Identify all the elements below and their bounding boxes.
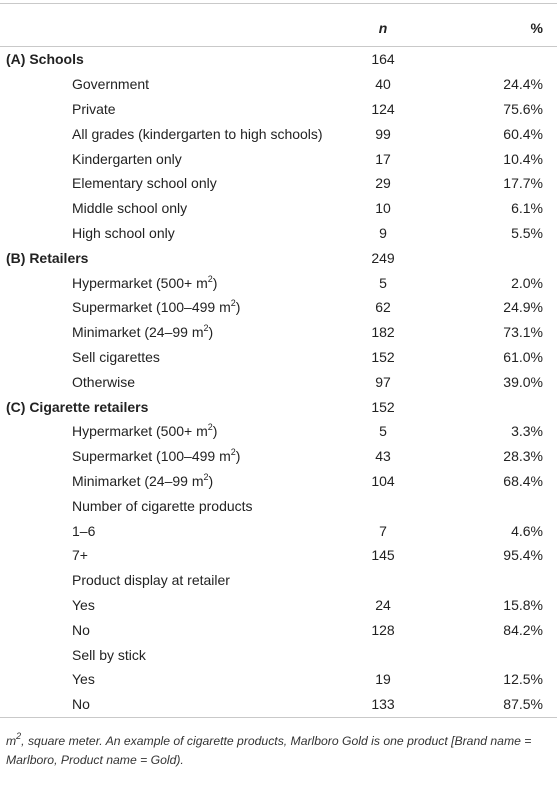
row-count: 133 — [333, 692, 433, 717]
row-count: 152 — [371, 348, 395, 365]
row-count: 62 — [375, 299, 391, 316]
row-label — [0, 543, 333, 568]
row-label — [0, 617, 333, 642]
row-label-superscript: 2 — [230, 298, 236, 309]
row-label-suffix: ) — [208, 324, 214, 341]
row-count: 9 — [379, 224, 387, 241]
row-percent: 3.3% — [511, 423, 543, 440]
row-label-superscript: 2 — [203, 323, 209, 334]
table-row — [0, 593, 557, 618]
row-label — [0, 270, 333, 295]
row-label-superscript: 2 — [207, 273, 213, 284]
row-count: 29 — [375, 175, 391, 192]
row-label-text: Supermarket (100–499 m — [72, 299, 231, 316]
row-label — [0, 121, 333, 146]
table-row — [0, 146, 557, 171]
row-label — [0, 642, 333, 667]
row-label-text: Sell cigarettes — [72, 348, 160, 365]
section-row — [0, 245, 557, 270]
row-count: 104 — [371, 472, 395, 489]
table-row — [0, 543, 557, 568]
row-count: 5 — [379, 423, 387, 440]
row-percent: 61.0% — [503, 348, 543, 365]
row-label — [0, 568, 333, 593]
footnote-prefix: m — [6, 734, 17, 748]
row-label-text: No — [72, 621, 90, 638]
row-percent: 24.4% — [503, 76, 543, 93]
row-label — [0, 518, 333, 543]
header-percent: % — [433, 10, 557, 47]
row-label — [0, 245, 333, 270]
row-label-text: Minimarket (24–99 m — [72, 472, 204, 489]
row-percent: 2.0% — [511, 274, 543, 291]
row-percent: 73.1% — [503, 324, 543, 341]
row-label-text: No — [72, 696, 90, 713]
row-percent: 5.5% — [511, 224, 543, 241]
row-label-text: Hypermarket (500+ m — [72, 274, 208, 291]
row-percent — [433, 642, 557, 667]
row-count — [333, 642, 433, 667]
row-label — [0, 394, 333, 419]
row-percent: 17.7% — [503, 175, 543, 192]
row-percent: 60.4% — [503, 125, 543, 142]
row-label-text: Number of cigarette products — [72, 497, 253, 514]
row-count: 10 — [375, 200, 391, 217]
row-label — [0, 320, 333, 345]
row-count: 40 — [375, 76, 391, 93]
row-label-text: Supermarket (100–499 m — [72, 448, 231, 465]
table-row — [0, 444, 557, 469]
row-label-superscript: 2 — [203, 471, 209, 482]
table-body — [0, 47, 557, 718]
row-count: 182 — [371, 324, 395, 341]
row-label-text: Otherwise — [72, 373, 136, 390]
row-label-text: Hypermarket (500+ m — [72, 423, 208, 440]
row-label — [0, 444, 333, 469]
row-label — [0, 146, 333, 171]
row-count: 19 — [375, 671, 391, 688]
row-label — [0, 369, 333, 394]
table-row — [0, 518, 557, 543]
row-count: 128 — [371, 621, 395, 638]
row-count: 5 — [379, 274, 387, 291]
row-percent: 84.2% — [503, 621, 543, 638]
row-label-text: (C) Cigarette retailers — [6, 398, 149, 415]
row-label-text: 1–6 — [72, 522, 96, 539]
table-row — [0, 345, 557, 370]
footnote-sup: 2 — [16, 731, 22, 741]
header-n: n — [333, 10, 433, 47]
table-row — [0, 642, 557, 667]
row-label-text: Product display at retailer — [72, 572, 230, 589]
row-label-suffix: ) — [212, 423, 218, 440]
row-label-text: (A) Schools — [6, 51, 84, 68]
row-percent — [433, 493, 557, 518]
header-label — [0, 10, 333, 47]
row-label — [0, 345, 333, 370]
row-count: 24 — [375, 596, 391, 613]
row-label-text: All grades (kindergarten to high schools) — [72, 125, 323, 142]
table-row — [0, 270, 557, 295]
row-count: 99 — [375, 125, 391, 142]
row-percent — [433, 568, 557, 593]
top-rule — [0, 3, 557, 4]
row-label-text: Minimarket (24–99 m — [72, 324, 204, 341]
row-percent: 39.0% — [503, 373, 543, 390]
row-label-suffix: ) — [212, 274, 218, 291]
row-label-suffix: ) — [235, 448, 241, 465]
table-row — [0, 320, 557, 345]
table-row — [0, 121, 557, 146]
table-row — [0, 97, 557, 122]
row-percent: 24.9% — [503, 299, 543, 316]
row-label — [0, 295, 333, 320]
row-count: 17 — [375, 150, 391, 167]
row-count: 164 — [371, 51, 395, 68]
row-label — [0, 221, 333, 246]
row-percent: 95.4% — [503, 547, 543, 564]
table-row — [0, 196, 557, 221]
table-footnote — [6, 732, 551, 770]
row-count: 145 — [371, 547, 395, 564]
table-row — [0, 617, 557, 642]
section-row — [0, 47, 557, 72]
row-percent — [433, 394, 557, 419]
section-row — [0, 394, 557, 419]
table-row — [0, 469, 557, 494]
row-label — [0, 419, 333, 444]
row-label-text: 7+ — [72, 547, 88, 564]
row-percent: 68.4% — [503, 472, 543, 489]
row-label — [0, 171, 333, 196]
row-label-text: Sell by stick — [72, 646, 146, 663]
header-row — [0, 10, 557, 47]
table-row — [0, 419, 557, 444]
row-label-text: Yes — [72, 596, 95, 613]
row-label — [0, 493, 333, 518]
row-count: 97 — [375, 373, 391, 390]
table-row — [0, 72, 557, 97]
row-label-superscript: 2 — [207, 422, 213, 433]
row-percent: 10.4% — [503, 150, 543, 167]
row-count: 43 — [375, 448, 391, 465]
row-count — [333, 568, 433, 593]
table-row — [0, 493, 557, 518]
row-label-superscript: 2 — [230, 447, 236, 458]
row-count: 152 — [371, 398, 395, 415]
table-row — [0, 568, 557, 593]
table-row — [0, 171, 557, 196]
row-label-suffix: ) — [208, 472, 214, 489]
row-label-text: (B) Retailers — [6, 249, 89, 266]
row-label — [0, 667, 333, 692]
row-percent: 75.6% — [503, 100, 543, 117]
row-label-text: High school only — [72, 224, 175, 241]
row-percent: 28.3% — [503, 448, 543, 465]
table-row — [0, 667, 557, 692]
row-label-text: Government — [72, 76, 150, 93]
row-label — [0, 72, 333, 97]
row-label — [0, 47, 333, 72]
row-count: 249 — [371, 249, 395, 266]
row-label-text: Kindergarten only — [72, 150, 182, 167]
row-percent: 6.1% — [511, 200, 543, 217]
row-percent: 4.6% — [511, 522, 543, 539]
row-label — [0, 469, 333, 494]
row-label — [0, 97, 333, 122]
row-label — [0, 196, 333, 221]
footnote-text: , square meter. An example of cigarette products, Marlboro Gold is one product [Brand name = Marlboro, Product name = Gold). — [6, 734, 532, 767]
table-row — [0, 692, 557, 717]
table-row — [0, 221, 557, 246]
row-percent: 12.5% — [503, 671, 543, 688]
row-percent — [433, 245, 557, 270]
row-percent: 15.8% — [503, 596, 543, 613]
row-count — [333, 493, 433, 518]
table-row — [0, 295, 557, 320]
row-count: 124 — [371, 100, 395, 117]
row-label-text: Middle school only — [72, 200, 188, 217]
row-label — [0, 593, 333, 618]
row-label-text: Private — [72, 100, 116, 117]
table-row — [0, 369, 557, 394]
row-percent: 87.5% — [433, 692, 557, 717]
row-count: 7 — [379, 522, 387, 539]
row-percent — [433, 47, 557, 72]
row-label-text: Elementary school only — [72, 175, 217, 192]
row-label-text: Yes — [72, 671, 95, 688]
data-table — [0, 10, 557, 718]
row-label-suffix: ) — [235, 299, 241, 316]
row-label — [0, 692, 333, 717]
